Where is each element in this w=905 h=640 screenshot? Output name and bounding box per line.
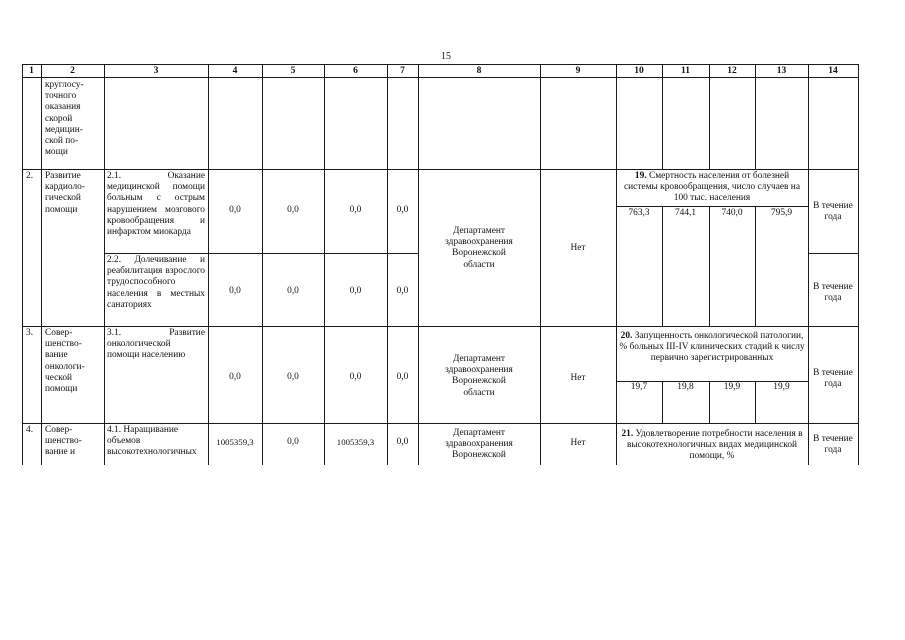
header-cell: 8 <box>476 66 482 76</box>
row-name: Развитие кардиоло- гической помощи <box>45 171 85 215</box>
cell-value: 0,0 <box>396 372 409 382</box>
cell-value: 0,0 <box>229 286 241 296</box>
cell-value: 0,0 <box>229 205 241 215</box>
indicator-text <box>618 429 806 463</box>
cell-value: 0,0 <box>396 205 409 215</box>
indicator-value: 740,0 <box>721 208 743 218</box>
row-name: Совер- шенство- вание онкологи- ческой помощи <box>45 328 85 395</box>
row-number: 4. <box>26 425 34 435</box>
header-cell: 10 <box>634 66 644 76</box>
header-cell: 4 <box>232 66 238 76</box>
row0-col2-text: круглосу- точного оказания скорой медицин- ской по- мощи <box>45 80 84 158</box>
indicator-value: 763,3 <box>628 208 650 218</box>
cell-value: 0,0 <box>287 205 299 215</box>
term-text: В течение года <box>813 434 853 456</box>
indicator-value: 19,7 <box>630 382 648 392</box>
cell-value: 0,0 <box>349 286 362 296</box>
sub-item-text: 4.1. Наращивание объемов высокотехнологичных <box>107 425 197 458</box>
header-cell: 12 <box>727 66 737 76</box>
header-cell: 5 <box>290 66 296 76</box>
indicator-label: Смертность населения от болезней системы кровообращения, число случаев на 100 тыс. населения <box>624 171 800 204</box>
cell-value: 0,0 <box>396 286 409 296</box>
col9-text: Нет <box>570 243 586 253</box>
department-text: Департамент здравоохранения Воронежской области <box>445 226 513 270</box>
row-number: 2. <box>26 171 34 181</box>
cell-value: 0,0 <box>287 286 299 296</box>
col9-text: Нет <box>570 438 586 448</box>
indicator-label: Запущенность онкологической патологии, % больных III-IV клинических стадий к числу первично зарегистрированных <box>619 331 805 364</box>
header-cell: 1 <box>29 66 34 76</box>
row-name: Совер- шенство- вание и <box>45 425 82 458</box>
department-text: Департамент здравоохранения Воронежской <box>445 428 513 461</box>
department-text: Департамент здравоохранения Воронежской области <box>445 354 513 398</box>
sub-item-text: 3.1. Развитие онкологической помощи населению <box>107 328 205 361</box>
cell-value: 0,0 <box>349 372 362 382</box>
cell-value: 0,0 <box>349 205 362 215</box>
header-cell: 3 <box>153 66 159 76</box>
sub-item-text: 2.1. Оказание медицинской помощи больным с острым нарушением мозгового кровообращения и инфарктом миокарда <box>107 171 205 238</box>
indicator-value: 744,1 <box>674 208 697 218</box>
cell-value: 0,0 <box>287 437 299 447</box>
indicator-text <box>618 331 806 365</box>
indicator-text <box>618 171 806 205</box>
header-cell: 2 <box>70 66 75 76</box>
cell-value: 0,0 <box>287 372 299 382</box>
header-cell: 13 <box>776 66 787 76</box>
term-text: В течение года <box>813 282 853 304</box>
term-text: В течение года <box>813 368 853 390</box>
indicator-value: 19,9 <box>773 382 790 392</box>
row-number: 3. <box>26 328 34 338</box>
term-text: В течение года <box>813 201 853 223</box>
indicator-number: 21. <box>621 429 634 439</box>
header-cell: 14 <box>828 66 838 76</box>
indicator-value: 795,9 <box>770 208 793 218</box>
indicator-value: 19,8 <box>677 382 694 392</box>
page-number: 15 <box>441 51 451 62</box>
header-cell: 9 <box>575 66 581 76</box>
cell-value: 0,0 <box>229 372 241 382</box>
indicator-number: 20. <box>620 331 633 341</box>
sub-item-text: 2.2. Долечивание и реабилитация взрослого трудоспособного населения в местных санаториях <box>107 255 205 310</box>
cell-value: 1005359,3 <box>336 437 375 447</box>
header-cell: 7 <box>400 66 405 76</box>
cell-value: 0,0 <box>396 437 409 447</box>
header-cell: 11 <box>681 66 690 76</box>
header-cell: 6 <box>353 66 358 76</box>
col9-text: Нет <box>570 373 586 383</box>
indicator-value: 19,9 <box>723 382 741 392</box>
cell-value: 1005359,3 <box>216 437 254 447</box>
indicator-label: Удовлетворение потребности населения в высокотехнологичных видах медицинской помощи, % <box>626 429 803 462</box>
indicator-number: 19. <box>634 171 647 181</box>
